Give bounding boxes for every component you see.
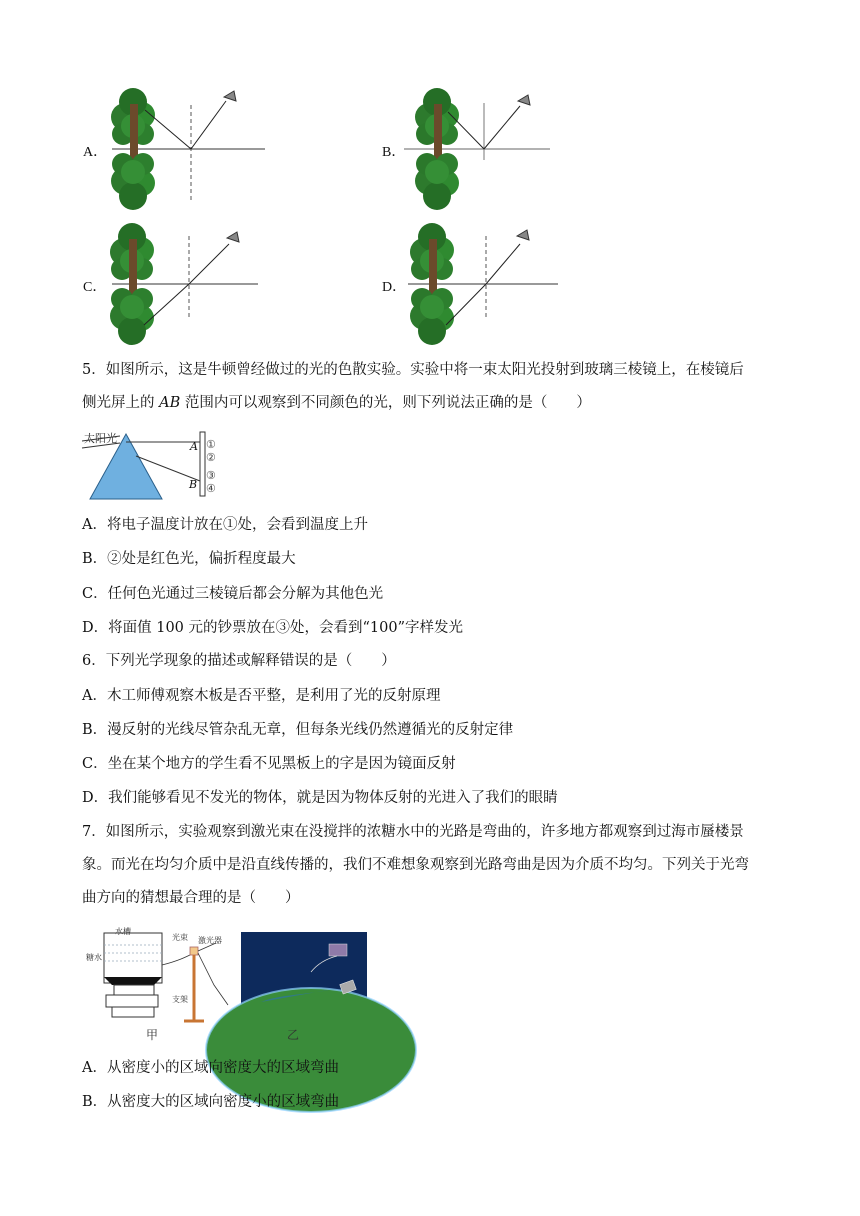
q7-option-b: B．从密度大的区域向密度小的区域弯曲 [82,1094,340,1110]
q5-stem-line2: 侧光屏上的 AB 范围内可以观察到不同颜色的光，则下列说法正确的是（ ） [82,395,591,411]
mark-2: ② [206,451,216,464]
q6-option-d: D．我们能够看见不发光的物体，就是因为物体反射的光进入了我们的眼睛 [82,790,558,806]
q7-stem-line3: 曲方向的猜想最合理的是（ ） [82,890,300,906]
mark-3: ③ [206,469,216,482]
q5-option-d: D．将面值 100 元的钞票放在③处，会看到“100”字样发光 [82,620,464,636]
stand-label: 支架 [172,995,188,1004]
beam-label: 光束 [172,933,188,942]
q6-option-b: B．漫反射的光线尽管杂乱无章，但每条光线仍然遵循光的反射定律 [82,722,514,738]
q6-option-a: A．木工师傅观察木板是否平整，是利用了光的反射原理 [82,688,441,704]
q4-option-d-label: D． [382,280,407,295]
mark-1: ① [206,438,216,451]
point-a-label: A [190,440,198,453]
q7-stem-line2: 象。而光在均匀介质中是沿直线传播的，我们不难想象观察到光路弯曲是因为介质不均匀。下列关于光弯 [82,857,749,873]
point-b-label: B [189,478,198,491]
q5-option-b: B．②处是红色光，偏折程度最大 [82,551,296,567]
q6-stem: 6．下列光学现象的描述或解释错误的是（ ） [82,653,396,669]
q5-option-c: C．任何色光通过三棱镜后都会分解为其他色光 [82,586,384,602]
q4-figure-c [110,223,258,345]
q7-figure-right [241,932,367,1012]
caption-left: 甲 [146,1028,159,1042]
q4-option-a-label: A． [83,145,108,160]
q4-option-c-label: C． [83,280,107,295]
q4-figures [0,0,860,345]
light-screen [200,432,205,496]
q4-figure-d [408,223,558,345]
sunlight-label: 太阳光 [84,432,117,445]
q4-figure-a [111,88,265,210]
tank-label: 水槽 [115,927,131,936]
q5-stem-line1: 5．如图所示，这是牛顿曾经做过的光的色散实验。实验中将一束太阳光投射到玻璃三棱镜上，在棱镜后 [82,362,744,378]
laser-label: 激光器 [198,936,222,945]
q6-option-c: C．坐在某个地方的学生看不见黑板上的字是因为镜面反射 [82,756,456,772]
caption-right: 乙 [287,1028,300,1042]
q4-option-b-label: B． [382,145,406,160]
sugar-label: 糖水 [86,953,102,962]
mark-4: ④ [206,482,216,495]
q4-figure-b [404,88,550,210]
q5-option-a: A．将电子温度计放在①处，会看到温度上升 [82,517,368,533]
q7-option-a: A．从密度小的区域向密度大的区域弯曲 [82,1060,339,1076]
q7-stem-line1: 7．如图所示，实验观察到激光束在没搅拌的浓糖水中的光路是弯曲的，许多地方都观察到过海市蜃楼景 [82,824,744,840]
